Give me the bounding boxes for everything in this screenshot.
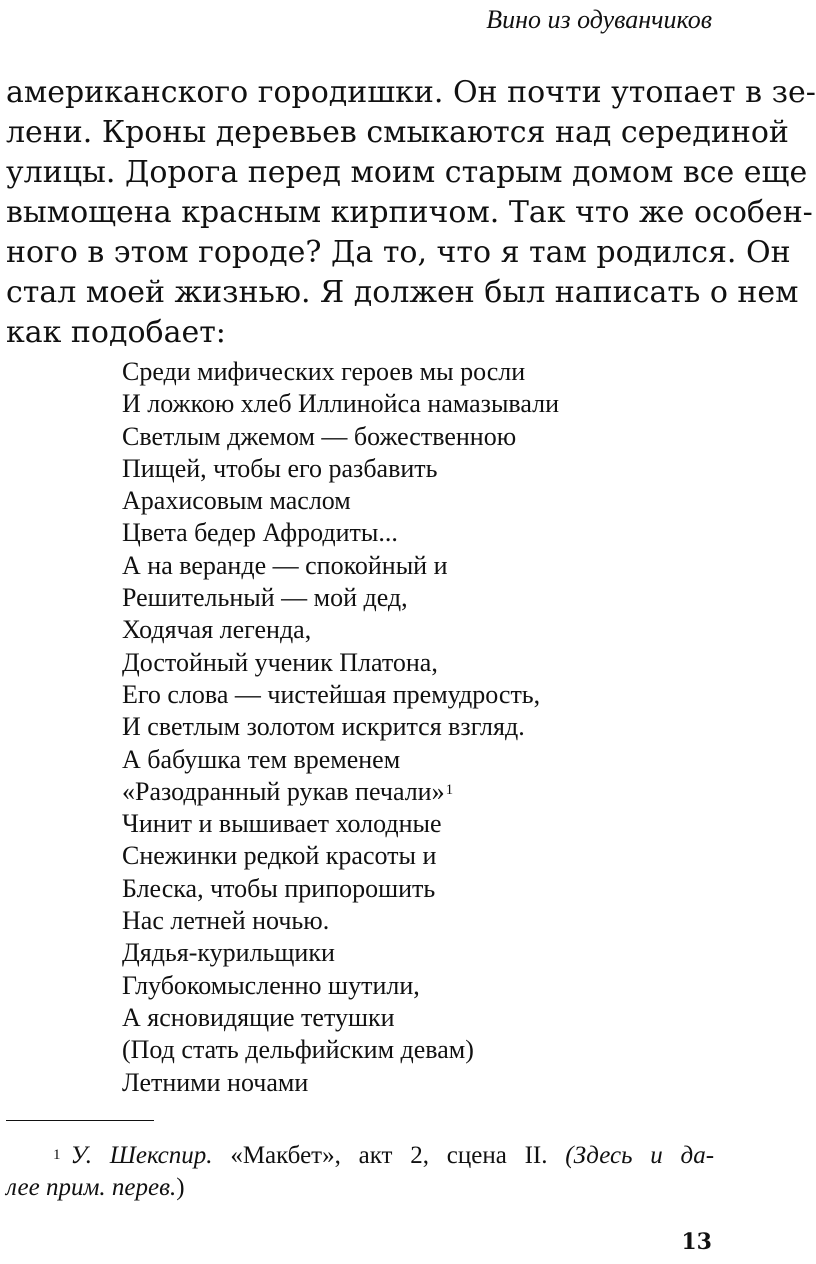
poem-line: Чинит и вышивает холодные: [122, 809, 442, 839]
footnote: [6, 1140, 714, 1204]
poem-line: Глубокомысленно шутили,: [122, 970, 420, 1000]
prose-line: улицы. Дорога перед моим старым домом все еще: [6, 155, 808, 190]
prose-line: стал моей жизнью. Я должен был написать о нем: [6, 275, 799, 310]
poem-line-with-footnote: [122, 776, 559, 808]
footnote-line: [6, 1140, 714, 1172]
poem-line: Дядья-курильщики: [122, 938, 335, 968]
poem-line: (Под стать дельфийским девам): [122, 1035, 474, 1065]
prose-line: как подобает:: [6, 315, 226, 350]
poem-line: Светлым джемом — божественною: [122, 421, 517, 451]
footnote-source: «Макбет», акт 2, сцена II.: [230, 1142, 548, 1169]
poem-line: Достойный ученик Платона,: [122, 647, 438, 677]
footnote-author: У. Шекспир.: [70, 1142, 213, 1169]
footnote-line: [6, 1172, 714, 1204]
footnote-closing-paren: ): [176, 1174, 185, 1201]
poem-line: А бабушка тем временем: [122, 744, 401, 774]
footnote-mark: 1: [53, 1147, 61, 1163]
poem-line: Летними ночами: [122, 1067, 309, 1097]
poem-line: И светлым золотом искрится взгляд.: [122, 712, 525, 742]
page-number: 13: [681, 1229, 712, 1255]
poem-line: Решительный — мой дед,: [122, 583, 408, 613]
poem-line: Цвета бедер Афродиты...: [122, 518, 398, 548]
poem-line: Ходячая легенда,: [122, 615, 312, 645]
poem-line: Пищей, чтобы его разбавить: [122, 453, 438, 483]
poem-line: И ложкою хлеб Иллинойса намазывали: [122, 389, 560, 419]
prose-line: вымощена красным кирпичом. Так что же особен-: [6, 195, 813, 230]
prose-line: американского городишки. Он почти утопает в зе-: [6, 75, 816, 110]
prose-line: лени. Кроны деревьев смыкаются над серединой: [6, 115, 789, 150]
poem-line-text: «Разодранный рукав печали»: [122, 776, 445, 806]
prose-line: ного в этом городе? Да то, что я там родился. Он: [6, 235, 791, 270]
poem-line: Блеска, чтобы припорошить: [122, 873, 436, 903]
poem: [122, 356, 559, 1099]
poem-line: Снежинки редкой красоты и: [122, 841, 437, 871]
footnote-note: (Здесь и да-: [565, 1142, 715, 1169]
poem-line: А ясновидящие тетушки: [122, 1002, 395, 1032]
prose-paragraph: [6, 73, 816, 353]
poem-line: Нас летней ночью.: [122, 906, 330, 936]
running-header: Вино из одуванчиков: [486, 5, 712, 34]
footnote-note-continued: лее прим. перев.: [6, 1174, 177, 1201]
footnote-reference: 1: [445, 781, 454, 798]
poem-line: Его слова — чистейшая премудрость,: [122, 679, 541, 709]
poem-line: А на веранде — спокойный и: [122, 550, 448, 580]
poem-line: Среди мифических героев мы росли: [122, 357, 526, 386]
footnote-divider: [6, 1120, 154, 1121]
poem-line: Арахисовым маслом: [122, 486, 351, 516]
